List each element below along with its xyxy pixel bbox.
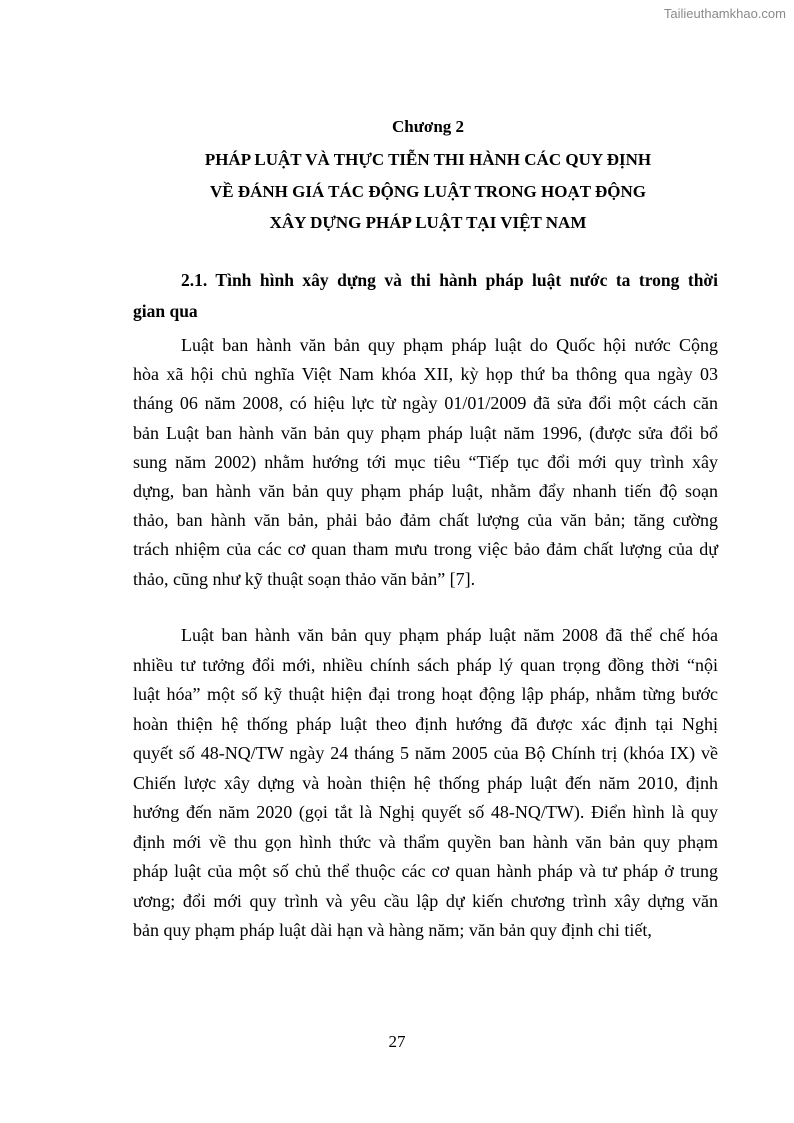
paragraph-line: sung năm 2002) nhằm hướng tới mục tiêu “Tiếp tục đổi mới quy trình xây — [133, 451, 718, 472]
paragraph-line: tháng 06 năm 2008, có hiệu lực từ ngày 01/01/2009 đã sửa đổi một cách căn — [133, 393, 718, 414]
paragraph-line: dựng, ban hành văn bản quy phạm pháp luật, nhằm đẩy nhanh tiến độ soạn — [133, 481, 718, 501]
paragraph-line: trách nhiệm của các cơ quan tham mưu trong việc bảo đảm chất lượng của dự — [133, 539, 718, 560]
paragraph-line: pháp luật của một số chủ thể thuộc các cơ quan hành pháp và tư pháp ở trung — [133, 861, 718, 881]
paragraph-line: định mới về thu gọn hình thức và thẩm quyền ban hành văn bản quy phạm — [133, 831, 718, 852]
paragraph-line: Luật ban hành văn bản quy phạm pháp luật do Quốc hội nước Cộng — [181, 335, 718, 355]
paragraph-line: hòa xã hội chủ nghĩa Việt Nam khóa XII, kỳ họp thứ ba thông qua ngày 03 — [133, 364, 718, 385]
paragraph-line: bản quy phạm pháp luật dài hạn và hàng năm; văn bản quy định chi tiết, — [133, 920, 652, 940]
paragraph-line: quyết số 48-NQ/TW ngày 24 tháng 5 năm 2005 của Bộ Chính trị (khóa IX) về — [133, 743, 718, 763]
paragraph-line: hoàn thiện hệ thống pháp luật theo định hướng đã được xác định tại Nghị — [133, 713, 718, 734]
paragraph-line: ương; đổi mới quy trình và yêu cầu lập dự kiến chương trình xây dựng văn — [133, 890, 718, 911]
paragraph-line: thảo, cũng như kỹ thuật soạn thảo văn bản” [7]. — [133, 568, 476, 589]
paragraph-line: Luật ban hành văn bản quy phạm pháp luật năm 2008 đã thể chế hóa — [181, 625, 718, 645]
paragraph-line: nhiều tư tưởng đổi mới, nhiều chính sách pháp lý quan trọng đồng thời “nội — [133, 654, 718, 675]
chapter-title-line-2: VỀ ĐÁNH GIÁ TÁC ĐỘNG LUẬT TRONG HOẠT ĐỘNG — [209, 182, 647, 201]
paragraph-line: luật hóa” một số kỹ thuật hiện đại trong hoạt động lập pháp, nhằm từng bước — [133, 684, 718, 704]
chapter-title-line-3: XÂY DỰNG PHÁP LUẬT TẠI VIỆT NAM — [269, 213, 587, 232]
section-title-line-1: 2.1. Tình hình xây dựng và thi hành pháp luật nước ta trong thời — [181, 270, 718, 290]
paragraph-line: Chiến lược xây dựng và hoàn thiện hệ thống pháp luật đến năm 2010, định — [133, 772, 718, 793]
chapter-number: Chương 2 — [391, 117, 465, 136]
paragraph-line: bản Luật ban hành văn bản quy phạm pháp luật năm 1996, (được sửa đổi bổ — [133, 422, 718, 443]
paragraph-line: thảo, ban hành văn bản, phải bảo đảm chất lượng của văn bản; tăng cường — [133, 510, 718, 531]
watermark-text: Tailieuthamkhao.com — [663, 6, 786, 21]
section-title-line-2: gian qua — [133, 301, 198, 321]
paragraph-line: hướng đến năm 2020 (gọi tắt là Nghị quyết số 48-NQ/TW). Điển hình là quy — [133, 802, 718, 822]
page-number: 27 — [388, 1032, 406, 1051]
chapter-title-line-1: PHÁP LUẬT VÀ THỰC TIỄN THI HÀNH CÁC QUY ĐỊNH — [204, 150, 652, 169]
